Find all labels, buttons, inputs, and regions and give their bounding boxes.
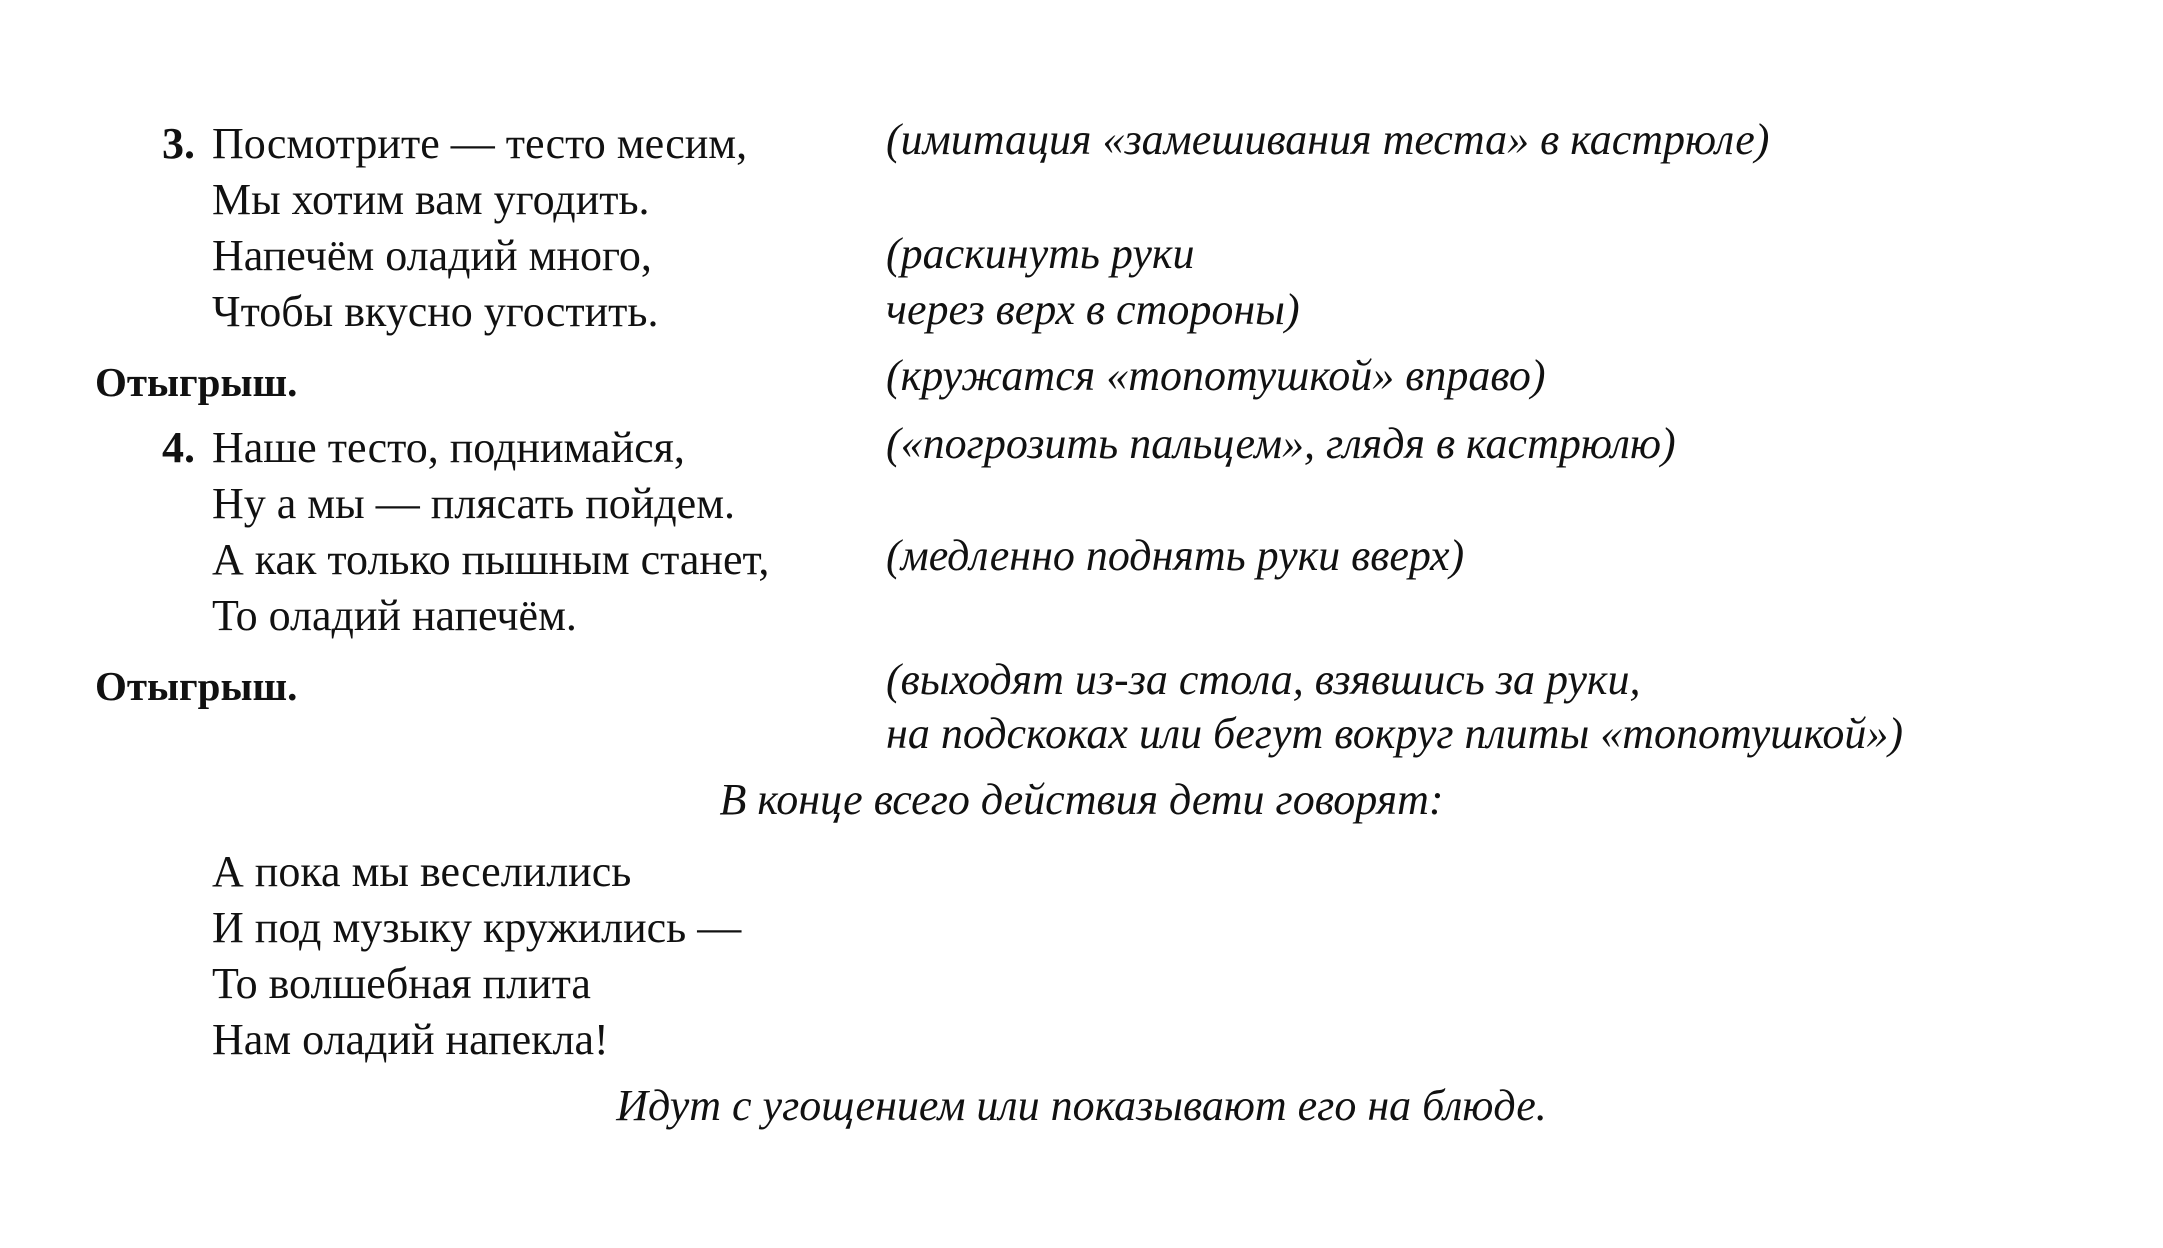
stanza-3-note-1: (имитация «замешивания теста» в кастрюле) bbox=[886, 115, 1770, 164]
stanza-4-line-4: То оладий напечём. bbox=[212, 591, 577, 640]
stanza-4-line-1: Наше тесто, поднимайся, bbox=[212, 423, 685, 472]
refrain-2-label: Отыгрыш. bbox=[95, 663, 298, 709]
refrain-2-note-1: (выходят из-за стола, взявшись за руки, bbox=[886, 655, 1641, 704]
refrain-1-note: (кружатся «топотушкой» вправо) bbox=[886, 351, 1546, 400]
stanza-3-line-3: Напечём оладий много, bbox=[212, 231, 652, 280]
refrain-1-label: Отыгрыш. bbox=[95, 359, 298, 405]
stanza-3-note-2: (раскинуть руки bbox=[886, 229, 1195, 278]
stanza-3-line-1: Посмотрите — тесто месим, bbox=[212, 119, 748, 168]
refrain-2-note-2: на подскоках или бегут вокруг плиты «топотушкой») bbox=[886, 709, 1904, 758]
ending-line-3: То волшебная плита bbox=[212, 959, 591, 1008]
ending-intro: В конце всего действия дети говорят: bbox=[719, 775, 1444, 824]
ending-line-1: А пока мы веселились bbox=[212, 847, 632, 896]
stanza-4-note-1: («погрозить пальцем», глядя в кастрюлю) bbox=[886, 419, 1676, 468]
ending-line-2: И под музыку кружились — bbox=[212, 903, 742, 952]
stanza-4-number: 4. bbox=[162, 423, 195, 472]
stanza-3-line-2: Мы хотим вам угодить. bbox=[212, 175, 650, 224]
stanza-3-number: 3. bbox=[162, 119, 195, 168]
ending-outro: Идут с угощением или показывают его на блюде. bbox=[616, 1081, 1547, 1130]
stanza-4-line-3: А как только пышным станет, bbox=[212, 535, 770, 584]
stanza-3-note-3: через верх в стороны) bbox=[886, 285, 1300, 334]
stanza-4-line-2: Ну а мы — плясать пойдем. bbox=[212, 479, 736, 528]
stanza-3-line-4: Чтобы вкусно угостить. bbox=[212, 287, 659, 336]
stanza-4-note-2: (медленно поднять руки вверх) bbox=[886, 531, 1465, 580]
ending-line-4: Нам оладий напекла! bbox=[212, 1015, 609, 1064]
